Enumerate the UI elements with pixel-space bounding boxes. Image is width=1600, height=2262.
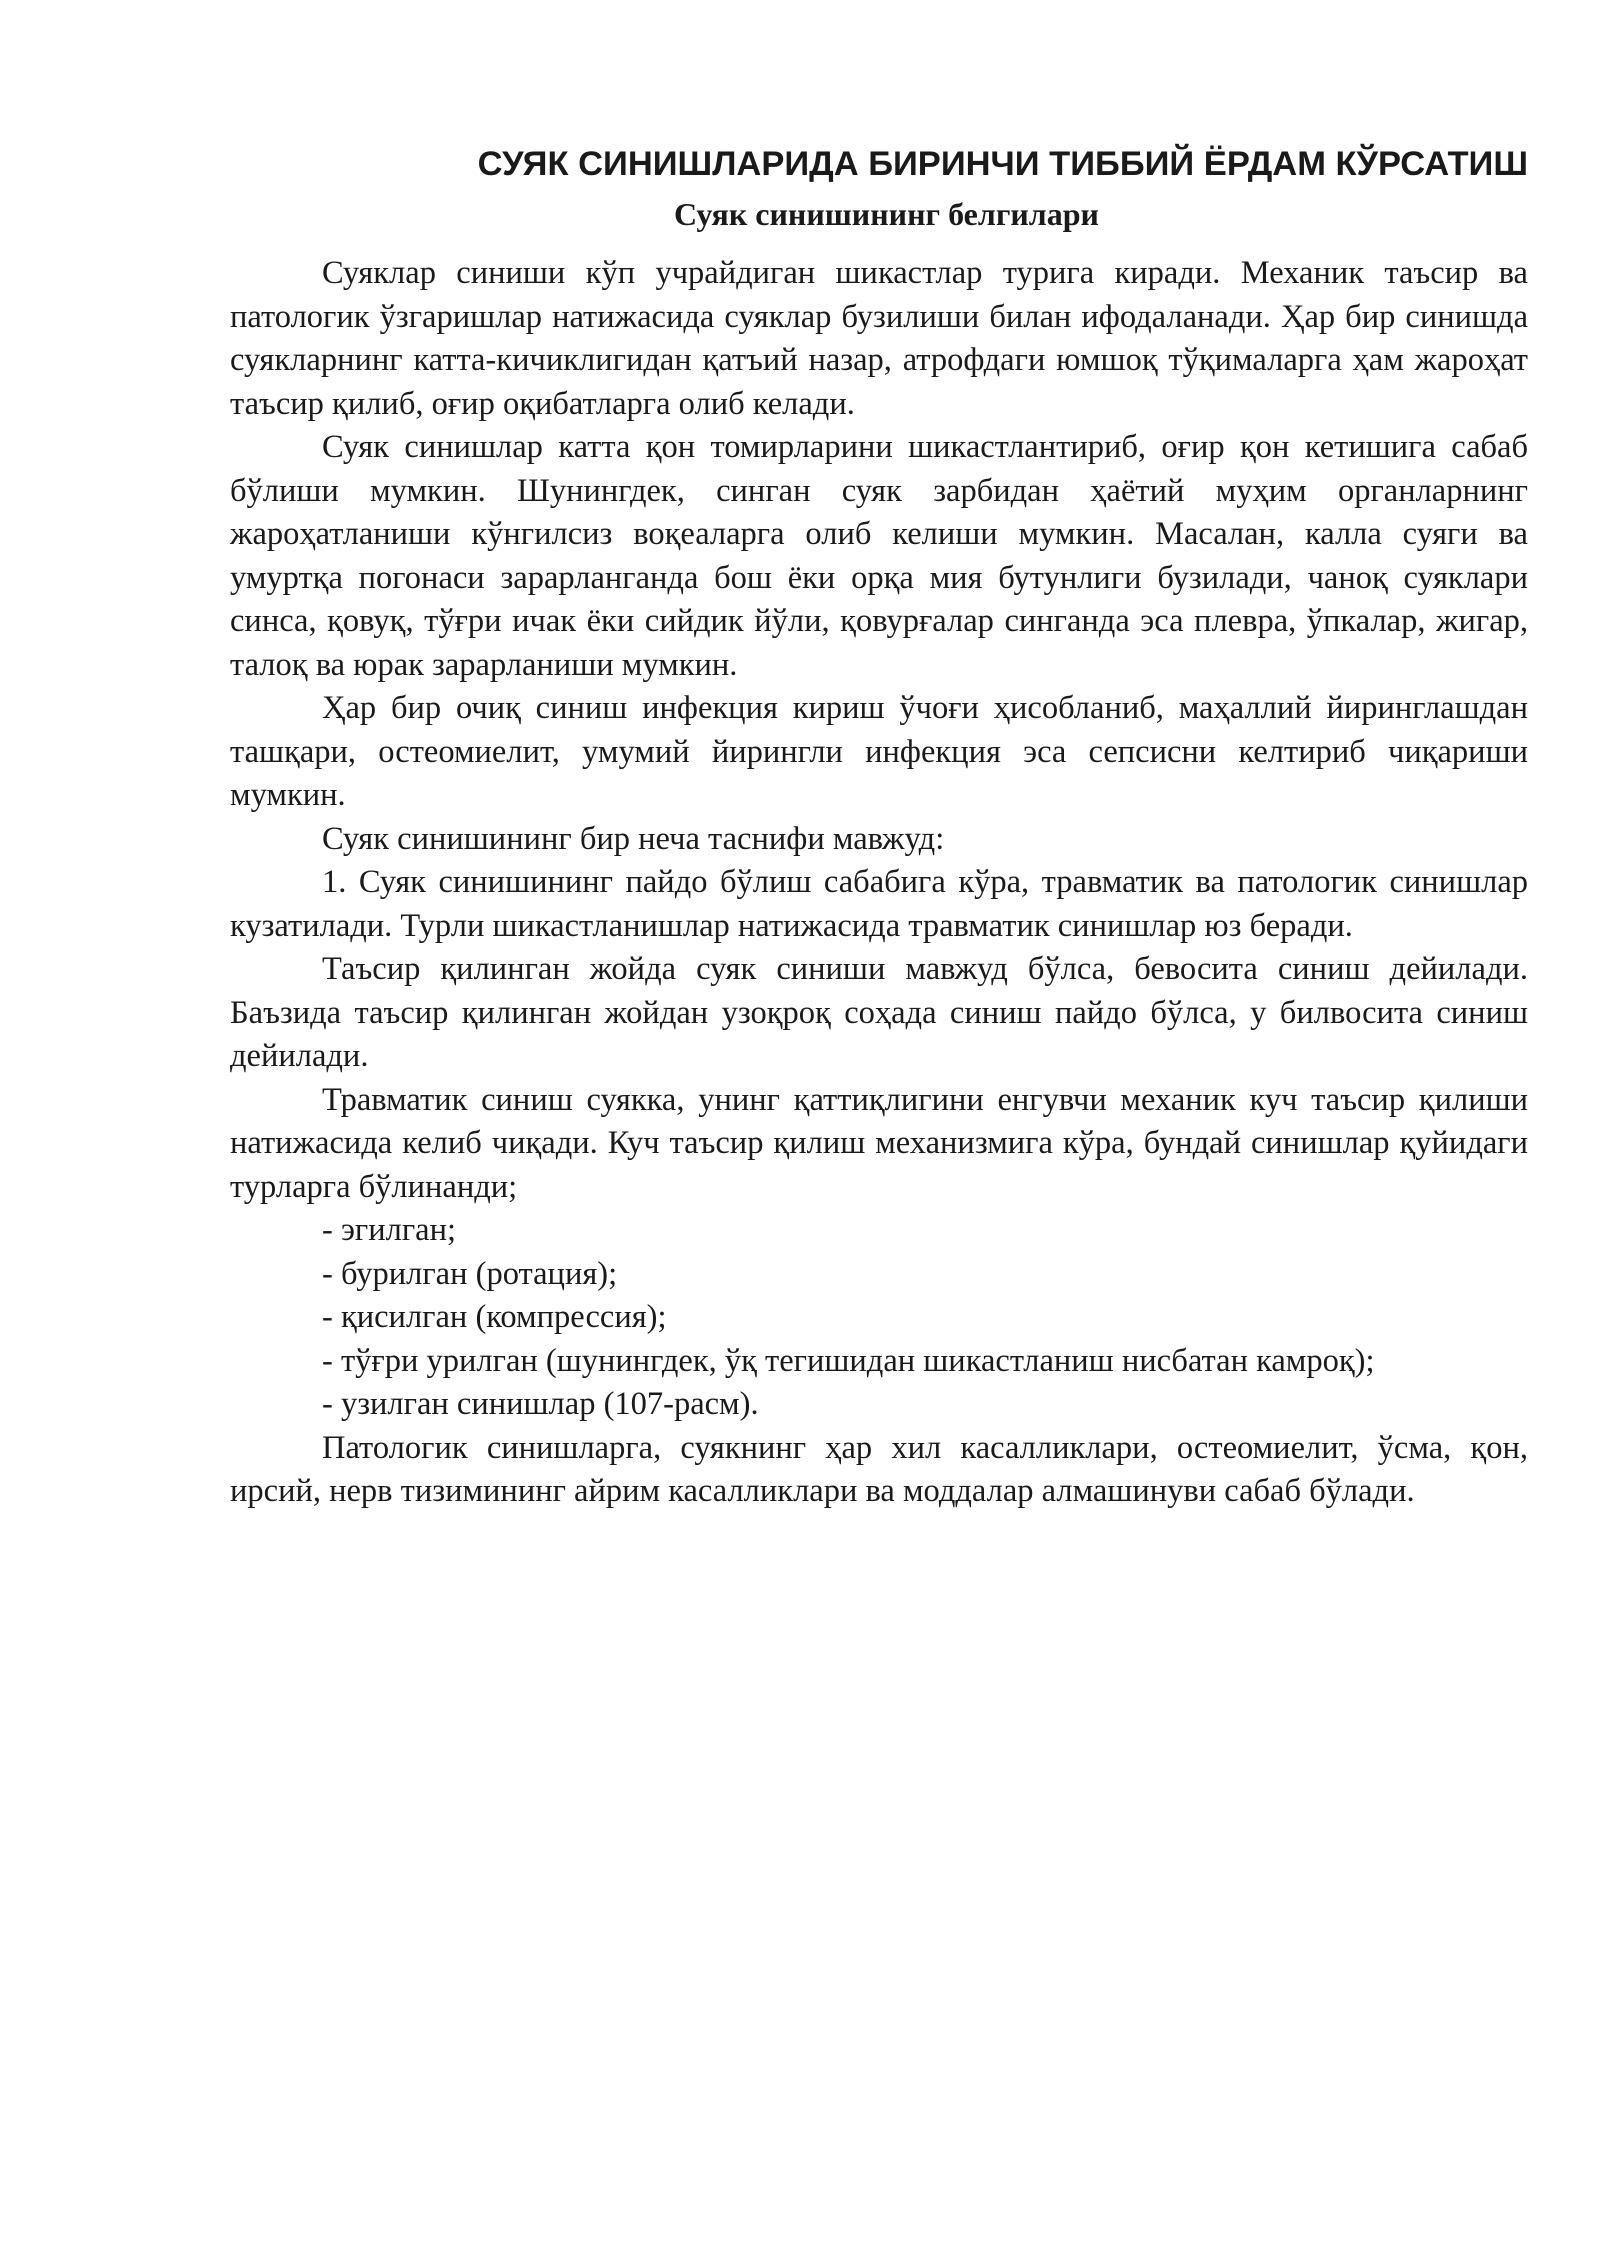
document-body bbox=[230, 252, 1528, 1514]
list-item: - қисилган (компрессия); bbox=[322, 1299, 667, 1335]
paragraph: Суяк синишининг бир неча таснифи мавжуд: bbox=[322, 820, 945, 857]
closing-paragraph: Патологик синишларга, суякнинг ҳар хил касалликлари, остеомиелит, ўсма, қон, ирсий, нерв тизимининг айрим касалликлари ва моддалар алмашинуви сабаб бўлади. bbox=[230, 1429, 1528, 1509]
section-subtitle: Суяк синишининг белгилари bbox=[674, 196, 1099, 232]
document-title: СУЯК СИНИШЛАРИДА БИРИНЧИ ТИББИЙ ЁРДАМ КЎРСАТИШ bbox=[477, 145, 1528, 183]
list-item: - бурилган (ротация); bbox=[322, 1255, 618, 1292]
paragraph: Суяклар синиши кўп учрайдиган шикастлар турига киради. Механик таъсир ва патологик ўзгаришлар натижасида суяклар бузилиши билан ифодаланади. Ҳар бир синишда суякларнинг катта-кичиклигидан қатъий назар, атрофдаги юмшоқ тўқималарга ҳам жароҳат таъсир қилиб, оғир оқибатларга олиб келади. bbox=[230, 255, 1528, 422]
document-page bbox=[230, 142, 1528, 1514]
paragraph: 1. Суяк синишининг пайдо бўлиш сабабига кўра, травматик ва патологик синишлар кузатилади. Турли шикастланишлар натижасида травматик синишлар юз беради. bbox=[230, 864, 1528, 944]
paragraph: Ҳар бир очиқ синиш инфекция кириш ўчоғи ҳисобланиб, маҳаллий йиринглашдан ташқари, остеомиелит, умумий йирингли инфекция эса сепсисни келтириб чиқариши мумкин. bbox=[230, 690, 1528, 813]
paragraph: Суяк синишлар катта қон томирларини шикастлантириб, оғир қон кетишига сабаб бўлиши мумкин. Шунингдек, синган суяк зарбидан ҳаётий муҳим органларнинг жароҳатланиши кўнгилсиз воқеаларга олиб келиши мумкин. Масалан, калла суяги ва умуртқа погонаси зарарланганда бош ёки орқа мия бутунлиги бузилади, чаноқ суяклари синса, қовуқ, тўғри ичак ёки сийдик йўли, қовурғалар синганда эса плевра, ўпкалар, жигар, талоқ ва юрак зарарланиши мумкин. bbox=[230, 429, 1528, 683]
list-item: - эгилган; bbox=[322, 1212, 457, 1248]
list-item: - тўғри урилган (шунингдек, ўқ тегишидан шикастланиш нисбатан камроқ); bbox=[322, 1342, 1375, 1379]
paragraph: Таъсир қилинган жойда суяк синиши мавжуд бўлса, бевосита синиш дейилади. Баъзида таъсир қилинган жойдан узоқроқ соҳада синиш пайдо бўлса, у билвосита синиш дейилади. bbox=[230, 951, 1528, 1074]
list-item: - узилган синишлар (107-расм). bbox=[322, 1386, 759, 1422]
paragraph: Травматик синиш суякка, унинг қаттиқлигини енгувчи механик куч таъсир қилиши натижасида келиб чиқади. Куч таъсир қилиш механизмига кўра, бундай синишлар қуйидаги турларга бўлинанди; bbox=[230, 1081, 1528, 1205]
